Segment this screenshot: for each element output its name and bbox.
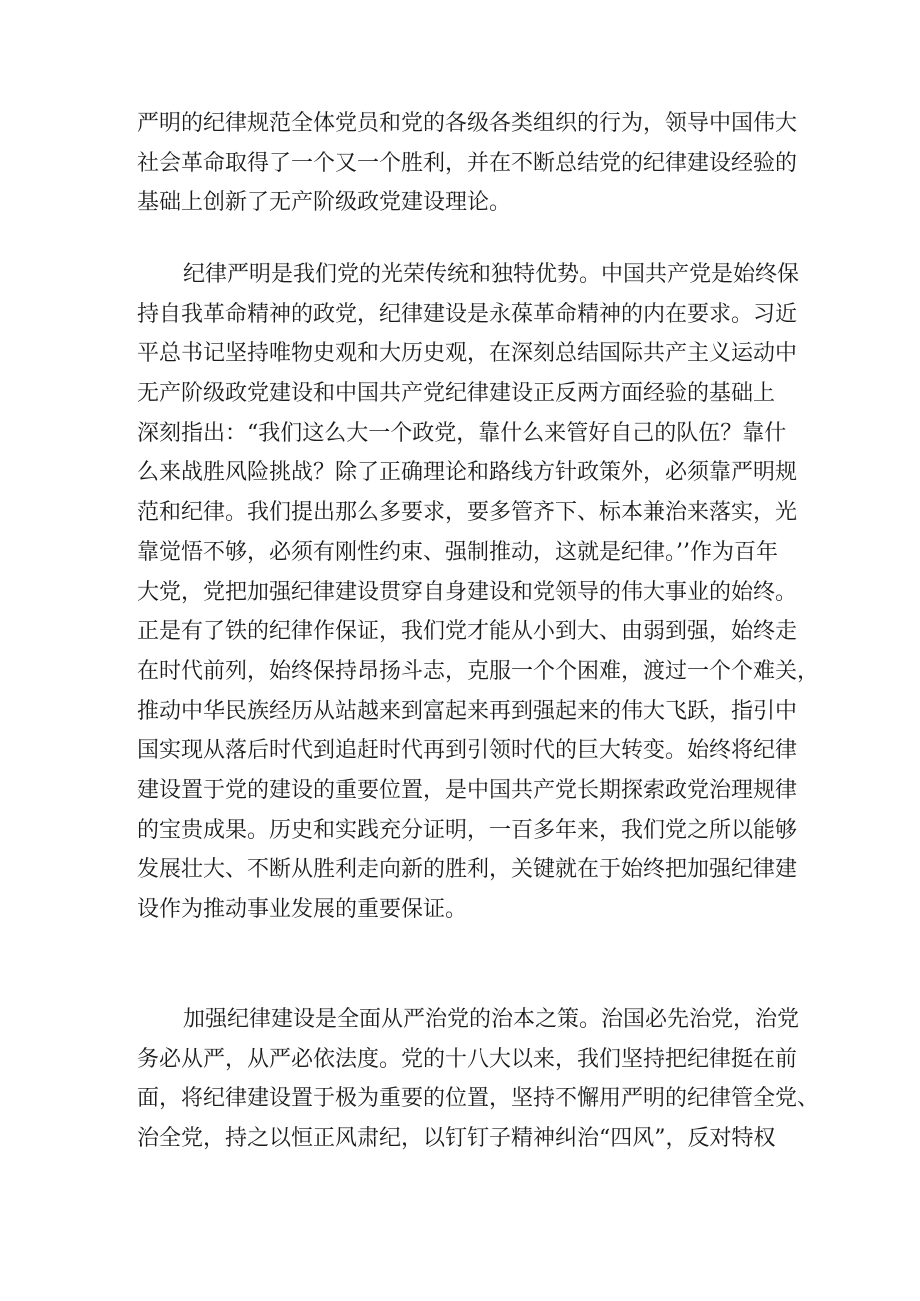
text-line: 基础上创新了无产阶级政党建设理论。 [137, 190, 512, 216]
text-line: 设作为推动事业发展的重要保证。 [137, 897, 468, 922]
text-line: 深刻指出：“我们这么大一个政党，靠什么来管好自己的队伍？靠什 [137, 420, 787, 446]
text-line: 的宝贵成果。历史和实践充分证明，一百多年来，我们党之所以能够 [137, 817, 798, 843]
text-line: 发展壮大、不断从胜利走向新的胜利，关键就在于始终把加强纪律建 [137, 857, 798, 883]
text-line: 严明的纪律规范全体党员和党的各级各类组织的行为，领导中国伟大 [137, 111, 798, 136]
text-line: 正是有了铁的纪律作保证，我们党才能从小到大、由弱到强，始终走 [137, 619, 798, 645]
text-line: 范和纪律。我们提出那么多要求，要多管齐下、标本兼治来落实，光 [137, 500, 798, 526]
text-line: 持自我革命精神的政党，纪律建设是永葆革命精神的内在要求。习近 [137, 301, 798, 327]
text-line: 么来战胜风险挑战？除了正确理论和路线方针政策外，必须靠严明规 [137, 460, 798, 486]
text-line: 无产阶级政党建设和中国共产党纪律建设正反两方面经验的基础上 [137, 381, 776, 407]
text-line: 面，将纪律建设置于极为重要的位置，坚持不懈用严明的纪律管全党、 [137, 1086, 820, 1112]
text-line: 社会革命取得了一个又一个胜利，并在不断总结党的纪律建设经验的 [137, 150, 798, 176]
text-line: 推动中华民族经历从站越来到富起来再到强起来的伟大飞跃，指引中 [137, 698, 798, 724]
text-line: 建设置于党的建设的重要位置，是中国共产党长期探索政党治理规律 [137, 777, 798, 803]
text-line: 在时代前列，始终保持昂扬斗志，克服一个个困难，渡过一个个难关， [137, 658, 820, 684]
paragraph-3 [137, 1000, 819, 1159]
text-line: 国实现从落后时代到追赶时代再到引领时代的巨大转变。始终将纪律 [137, 738, 798, 764]
text-line: 加强纪律建设是全面从严治党的治本之策。治国必先治党，治党 [183, 1007, 800, 1032]
text-line: 平总书记坚持唯物史观和大历史观，在深刻总结国际共产主义运动中 [137, 341, 798, 367]
paragraph-2 [137, 255, 819, 930]
text-line: 纪律严明是我们党的光荣传统和独特优势。中国共产党是始终保 [183, 262, 800, 287]
text-line: 靠觉悟不够，必须有刚性约束、强制推动，这就是纪律。’’作为百年 [137, 539, 778, 565]
paragraph-1 [137, 104, 797, 223]
text-line: 大党，党把加强纪律建设贯穿自身建设和党领导的伟大事业的始终。 [137, 579, 798, 605]
text-line: 务必从严，从严必依法度。党的十八大以来，我们坚持把纪律挺在前 [137, 1046, 798, 1072]
text-line: 治全党，持之以恒正风肃纪，以钉钉子精神纠治“四风”，反对特权 [137, 1126, 776, 1152]
